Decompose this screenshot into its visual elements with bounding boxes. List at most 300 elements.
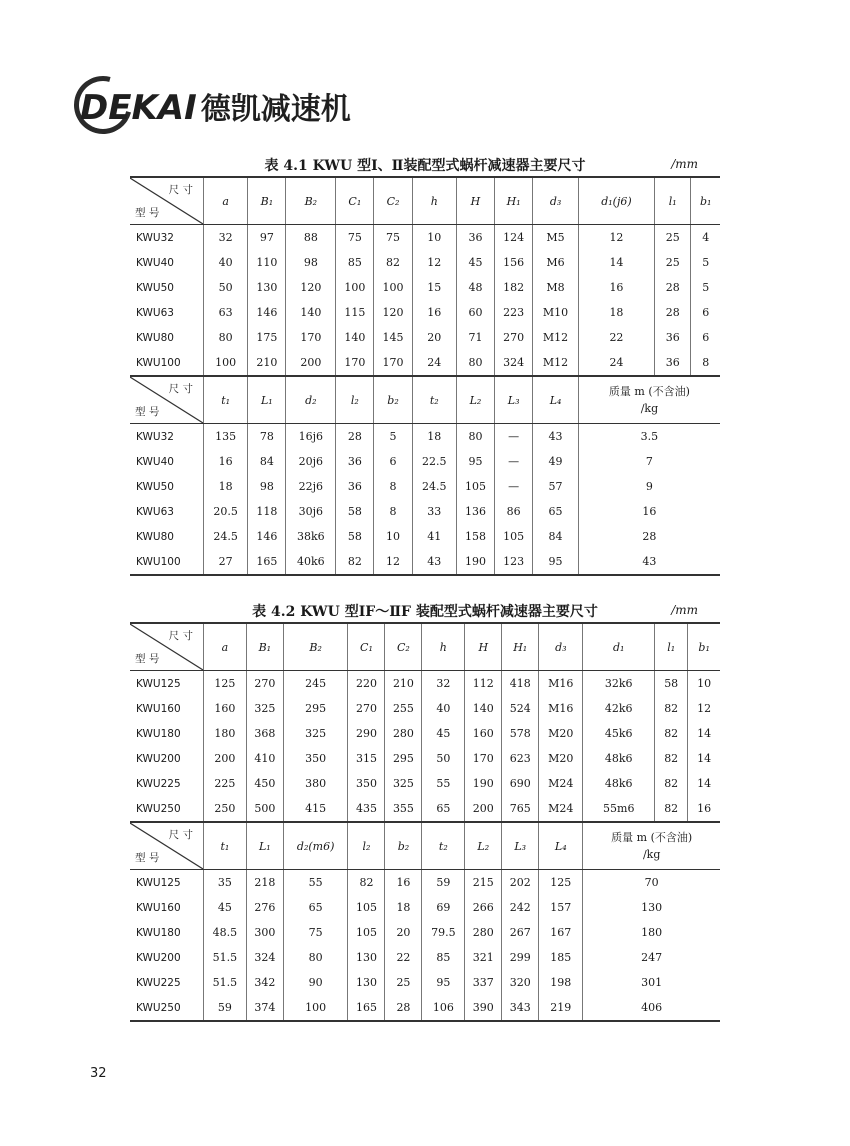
value-cell: 50 <box>204 275 248 300</box>
value-cell: 40 <box>422 696 465 721</box>
value-cell: 55m6 <box>583 796 655 822</box>
value-cell: 140 <box>336 325 374 350</box>
value-cell: 80 <box>456 424 494 450</box>
column-header: l₁ <box>655 177 691 225</box>
value-cell: 115 <box>336 300 374 325</box>
value-cell: 51.5 <box>204 970 247 995</box>
value-cell: 190 <box>456 549 494 575</box>
value-cell: 28 <box>655 300 691 325</box>
value-cell: 32 <box>422 671 465 697</box>
value-cell: 10 <box>412 225 456 251</box>
value-cell: M10 <box>533 300 579 325</box>
value-cell: 4 <box>702 231 710 244</box>
value-cell: 125 <box>204 671 247 697</box>
value-cell: 342 <box>246 970 283 995</box>
column-header: L₄ <box>533 376 579 424</box>
model-cell: KWU80 <box>130 524 204 549</box>
value-cell: 78 <box>248 424 286 450</box>
value-cell: 82 <box>655 796 688 822</box>
value-cell: 22j6 <box>286 474 336 499</box>
value-cell: 325 <box>283 721 348 746</box>
table-row <box>130 549 720 575</box>
value-cell: 106 <box>422 995 465 1021</box>
model-cell: KWU32 <box>130 424 204 450</box>
column-header: L₁ <box>246 822 283 870</box>
mass-cell: 70 <box>644 876 659 889</box>
model-cell: KWU40 <box>130 250 204 275</box>
value-cell: 55 <box>422 771 465 796</box>
value-cell: 337 <box>465 970 502 995</box>
value-cell: 69 <box>422 895 465 920</box>
model-cell: KWU160 <box>130 895 204 920</box>
value-cell: 43 <box>533 424 579 450</box>
corner-top-label: 尺 寸 <box>168 184 193 196</box>
value-cell: 170 <box>286 325 336 350</box>
value-cell: 156 <box>495 250 533 275</box>
value-cell: 524 <box>502 696 539 721</box>
mass-cell: 130 <box>641 901 663 914</box>
table-caption-4-1 <box>130 155 720 177</box>
column-header: C₂ <box>385 623 422 671</box>
page-number: 32 <box>90 1066 107 1081</box>
value-cell: M16 <box>539 696 583 721</box>
model-cell: KWU200 <box>130 945 204 970</box>
value-cell: 160 <box>204 696 247 721</box>
model-cell: KWU63 <box>130 499 204 524</box>
column-header: d₂ <box>286 376 336 424</box>
value-cell: 136 <box>456 499 494 524</box>
value-cell: 84 <box>533 524 579 549</box>
value-cell: 98 <box>248 474 286 499</box>
column-header: t₂ <box>412 376 456 424</box>
value-cell: 24 <box>578 350 654 376</box>
value-cell: 270 <box>348 696 385 721</box>
column-header: B₂ <box>286 177 336 225</box>
value-cell: 220 <box>348 671 385 697</box>
value-cell: 350 <box>283 746 348 771</box>
value-cell: 48 <box>456 275 494 300</box>
value-cell: — <box>495 474 533 499</box>
model-cell: KWU180 <box>130 920 204 945</box>
column-header: t₂ <box>422 822 465 870</box>
value-cell: 43 <box>412 549 456 575</box>
value-cell: 16 <box>697 802 712 815</box>
value-cell: 578 <box>502 721 539 746</box>
column-header: H <box>456 177 494 225</box>
column-header: C₁ <box>336 177 374 225</box>
value-cell: 270 <box>246 671 283 697</box>
column-header: L₂ <box>456 376 494 424</box>
value-cell: 25 <box>385 970 422 995</box>
table-row <box>130 350 720 376</box>
mass-header-unit: /kg <box>642 848 661 861</box>
value-cell: 38k6 <box>286 524 336 549</box>
value-cell: 65 <box>422 796 465 822</box>
mass-cell: 3.5 <box>640 430 659 443</box>
table-row <box>130 895 720 920</box>
value-cell: 24.5 <box>412 474 456 499</box>
value-cell: 85 <box>336 250 374 275</box>
value-cell: 200 <box>204 746 247 771</box>
value-cell: 22 <box>578 325 654 350</box>
value-cell: 28 <box>655 275 691 300</box>
column-header: b₂ <box>374 376 412 424</box>
value-cell: 5 <box>702 281 710 294</box>
value-cell: 158 <box>456 524 494 549</box>
model-cell: KWU50 <box>130 275 204 300</box>
value-cell: M20 <box>539 746 583 771</box>
value-cell: 175 <box>248 325 286 350</box>
value-cell: 170 <box>336 350 374 376</box>
value-cell: 690 <box>502 771 539 796</box>
column-header: t₁ <box>204 376 248 424</box>
value-cell: 16 <box>204 449 248 474</box>
table-row <box>130 870 720 896</box>
value-cell: 225 <box>204 771 247 796</box>
value-cell: M5 <box>533 225 579 251</box>
value-cell: 8 <box>374 499 412 524</box>
value-cell: 120 <box>374 300 412 325</box>
mass-cell: 180 <box>641 926 663 939</box>
value-cell: 82 <box>655 746 688 771</box>
value-cell: 325 <box>385 771 422 796</box>
value-cell: 79.5 <box>422 920 465 945</box>
value-cell: 59 <box>204 995 247 1021</box>
value-cell: 130 <box>348 970 385 995</box>
value-cell: 146 <box>248 300 286 325</box>
value-cell: 250 <box>204 796 247 822</box>
column-header: d₁(j6) <box>578 177 654 225</box>
value-cell: 380 <box>283 771 348 796</box>
caption-text: 表 4.1 KWU 型Ⅰ、Ⅱ装配型式蜗杆减速器主要尺寸 <box>264 158 586 174</box>
value-cell: 82 <box>374 250 412 275</box>
value-cell: 22 <box>385 945 422 970</box>
value-cell: 40 <box>204 250 248 275</box>
column-header: B₁ <box>248 177 286 225</box>
value-cell: 10 <box>697 677 712 690</box>
value-cell: 65 <box>533 499 579 524</box>
column-header: a <box>204 177 248 225</box>
logo-chinese: 德凯减速机 <box>200 92 351 127</box>
value-cell: 435 <box>348 796 385 822</box>
value-cell: 42k6 <box>583 696 655 721</box>
value-cell: 45 <box>422 721 465 746</box>
value-cell: 321 <box>465 945 502 970</box>
value-cell: 20 <box>385 920 422 945</box>
value-cell: 28 <box>336 424 374 450</box>
value-cell: 223 <box>495 300 533 325</box>
value-cell: 14 <box>578 250 654 275</box>
value-cell: 84 <box>248 449 286 474</box>
value-cell: 355 <box>385 796 422 822</box>
value-cell: 295 <box>385 746 422 771</box>
column-header: d₃ <box>533 177 579 225</box>
column-header: L₂ <box>465 822 502 870</box>
value-cell: 14 <box>697 727 712 740</box>
value-cell: 165 <box>248 549 286 575</box>
column-header: t₁ <box>204 822 247 870</box>
value-cell: M8 <box>533 275 579 300</box>
corner-top-label: 尺 寸 <box>168 630 193 642</box>
value-cell: 36 <box>456 225 494 251</box>
value-cell: M12 <box>533 350 579 376</box>
value-cell: 18 <box>204 474 248 499</box>
value-cell: M6 <box>533 250 579 275</box>
model-cell: KWU63 <box>130 300 204 325</box>
table-row <box>130 325 720 350</box>
header-row <box>130 177 720 225</box>
value-cell: 24.5 <box>204 524 248 549</box>
corner-header-cell <box>130 177 204 225</box>
mass-header-unit: /kg <box>640 402 659 415</box>
value-cell: 315 <box>348 746 385 771</box>
value-cell: 97 <box>248 225 286 251</box>
value-cell: 65 <box>283 895 348 920</box>
column-header: l₂ <box>348 822 385 870</box>
mass-cell: 16 <box>642 505 657 518</box>
value-cell: 215 <box>465 870 502 896</box>
value-cell: 198 <box>539 970 583 995</box>
value-cell: 82 <box>655 696 688 721</box>
model-cell: KWU100 <box>130 350 204 376</box>
table-row <box>130 746 720 771</box>
table-row <box>130 920 720 945</box>
model-cell: KWU180 <box>130 721 204 746</box>
value-cell: 15 <box>412 275 456 300</box>
value-cell: 343 <box>502 995 539 1021</box>
value-cell: 16 <box>578 275 654 300</box>
corner-header-cell <box>130 822 204 870</box>
header-row <box>130 822 720 870</box>
value-cell: 71 <box>456 325 494 350</box>
value-cell: 14 <box>697 777 712 790</box>
value-cell: 14 <box>697 752 712 765</box>
column-header: B₁ <box>246 623 283 671</box>
value-cell: 267 <box>502 920 539 945</box>
value-cell: 24 <box>412 350 456 376</box>
mass-cell: 9 <box>645 480 653 493</box>
table-row <box>130 499 720 524</box>
value-cell: 765 <box>502 796 539 822</box>
mass-header <box>583 822 720 870</box>
value-cell: 12 <box>412 250 456 275</box>
table-row <box>130 771 720 796</box>
value-cell: 12 <box>578 225 654 251</box>
value-cell: 95 <box>422 970 465 995</box>
value-cell: 18 <box>385 895 422 920</box>
value-cell: 202 <box>502 870 539 896</box>
value-cell: 80 <box>204 325 248 350</box>
model-cell: KWU225 <box>130 771 204 796</box>
value-cell: 48k6 <box>583 746 655 771</box>
value-cell: 27 <box>204 549 248 575</box>
unit-label: /mm <box>671 157 698 171</box>
value-cell: 200 <box>465 796 502 822</box>
value-cell: 160 <box>465 721 502 746</box>
column-header: C₁ <box>348 623 385 671</box>
model-cell: KWU50 <box>130 474 204 499</box>
value-cell: 145 <box>374 325 412 350</box>
column-header: d₁ <box>583 623 655 671</box>
value-cell: 20 <box>412 325 456 350</box>
value-cell: 320 <box>502 970 539 995</box>
value-cell: 25 <box>655 250 691 275</box>
model-cell: KWU125 <box>130 671 204 697</box>
value-cell: 190 <box>465 771 502 796</box>
column-header: b₁ <box>691 177 720 225</box>
dekai-logo <box>70 70 351 140</box>
table-row <box>130 250 720 275</box>
value-cell: 295 <box>283 696 348 721</box>
value-cell: 135 <box>204 424 248 450</box>
table-row <box>130 424 720 450</box>
value-cell: 60 <box>456 300 494 325</box>
column-header: l₂ <box>336 376 374 424</box>
value-cell: 125 <box>539 870 583 896</box>
value-cell: 80 <box>456 350 494 376</box>
value-cell: 210 <box>248 350 286 376</box>
corner-top-label: 尺 寸 <box>168 383 193 395</box>
corner-bottom-label: 型 号 <box>135 207 160 219</box>
value-cell: 55 <box>283 870 348 896</box>
value-cell: 32 <box>204 225 248 251</box>
value-cell: 25 <box>655 225 691 251</box>
value-cell: 58 <box>655 671 688 697</box>
table-4-1 <box>130 176 720 576</box>
value-cell: 418 <box>502 671 539 697</box>
value-cell: 118 <box>248 499 286 524</box>
model-cell: KWU160 <box>130 696 204 721</box>
mass-cell: 247 <box>641 951 663 964</box>
table-row <box>130 721 720 746</box>
value-cell: 6 <box>374 449 412 474</box>
value-cell: 100 <box>374 275 412 300</box>
value-cell: 59 <box>422 870 465 896</box>
value-cell: 123 <box>495 549 533 575</box>
value-cell: 45k6 <box>583 721 655 746</box>
value-cell: 45 <box>204 895 247 920</box>
value-cell: 18 <box>412 424 456 450</box>
value-cell: 112 <box>465 671 502 697</box>
table-row <box>130 696 720 721</box>
column-header: H₁ <box>502 623 539 671</box>
value-cell: 623 <box>502 746 539 771</box>
value-cell: 276 <box>246 895 283 920</box>
value-cell: 48.5 <box>204 920 247 945</box>
column-header: b₂ <box>385 822 422 870</box>
mass-header <box>578 376 720 424</box>
model-cell: KWU80 <box>130 325 204 350</box>
value-cell: 146 <box>248 524 286 549</box>
value-cell: 5 <box>702 256 710 269</box>
value-cell: 95 <box>456 449 494 474</box>
table-caption-4-2 <box>130 601 720 623</box>
value-cell: M12 <box>533 325 579 350</box>
value-cell: 270 <box>495 325 533 350</box>
value-cell: 170 <box>465 746 502 771</box>
value-cell: 88 <box>286 225 336 251</box>
value-cell: M20 <box>539 721 583 746</box>
value-cell: 16j6 <box>286 424 336 450</box>
value-cell: 32k6 <box>583 671 655 697</box>
table-row <box>130 474 720 499</box>
value-cell: 16 <box>412 300 456 325</box>
value-cell: 266 <box>465 895 502 920</box>
value-cell: 299 <box>502 945 539 970</box>
value-cell: 10 <box>374 524 412 549</box>
value-cell: 85 <box>422 945 465 970</box>
value-cell: 165 <box>348 995 385 1021</box>
mass-cell: 7 <box>645 455 653 468</box>
mass-header-label: 质量 m (不含油) <box>611 831 693 844</box>
column-header: L₃ <box>502 822 539 870</box>
value-cell: 130 <box>348 945 385 970</box>
model-cell: KWU125 <box>130 870 204 896</box>
value-cell: 124 <box>495 225 533 251</box>
column-header: C₂ <box>374 177 412 225</box>
value-cell: 51.5 <box>204 945 247 970</box>
value-cell: 100 <box>336 275 374 300</box>
corner-bottom-label: 型 号 <box>135 653 160 665</box>
value-cell: 75 <box>336 225 374 251</box>
mass-cell: 28 <box>642 530 657 543</box>
header-row <box>130 376 720 424</box>
value-cell: 100 <box>283 995 348 1021</box>
value-cell: 325 <box>246 696 283 721</box>
value-cell: 75 <box>283 920 348 945</box>
table-row <box>130 225 720 251</box>
column-header: d₂(m6) <box>283 822 348 870</box>
value-cell: 500 <box>246 796 283 822</box>
corner-top-label: 尺 寸 <box>168 829 193 841</box>
value-cell: 415 <box>283 796 348 822</box>
value-cell: 242 <box>502 895 539 920</box>
corner-header-cell <box>130 623 204 671</box>
value-cell: 218 <box>246 870 283 896</box>
model-cell: KWU200 <box>130 746 204 771</box>
table-4-2 <box>130 622 720 1022</box>
value-cell: 324 <box>495 350 533 376</box>
value-cell: 33 <box>412 499 456 524</box>
column-header: L₁ <box>248 376 286 424</box>
value-cell: 20.5 <box>204 499 248 524</box>
corner-bottom-label: 型 号 <box>135 406 160 418</box>
column-header: h <box>412 177 456 225</box>
value-cell: 58 <box>336 524 374 549</box>
value-cell: 130 <box>248 275 286 300</box>
value-cell: 48k6 <box>583 771 655 796</box>
value-cell: M24 <box>539 771 583 796</box>
table-row <box>130 995 720 1021</box>
mass-cell: 43 <box>578 549 720 575</box>
value-cell: 41 <box>412 524 456 549</box>
value-cell: 105 <box>348 895 385 920</box>
value-cell: 170 <box>374 350 412 376</box>
value-cell: 290 <box>348 721 385 746</box>
column-header: H <box>465 623 502 671</box>
unit-label: /mm <box>671 603 698 617</box>
column-header: H₁ <box>495 177 533 225</box>
value-cell: 80 <box>283 945 348 970</box>
value-cell: 120 <box>286 275 336 300</box>
value-cell: 18 <box>578 300 654 325</box>
value-cell: 180 <box>204 721 247 746</box>
corner-bottom-label: 型 号 <box>135 852 160 864</box>
value-cell: 16 <box>385 870 422 896</box>
value-cell: 45 <box>456 250 494 275</box>
value-cell: 63 <box>204 300 248 325</box>
value-cell: 98 <box>286 250 336 275</box>
